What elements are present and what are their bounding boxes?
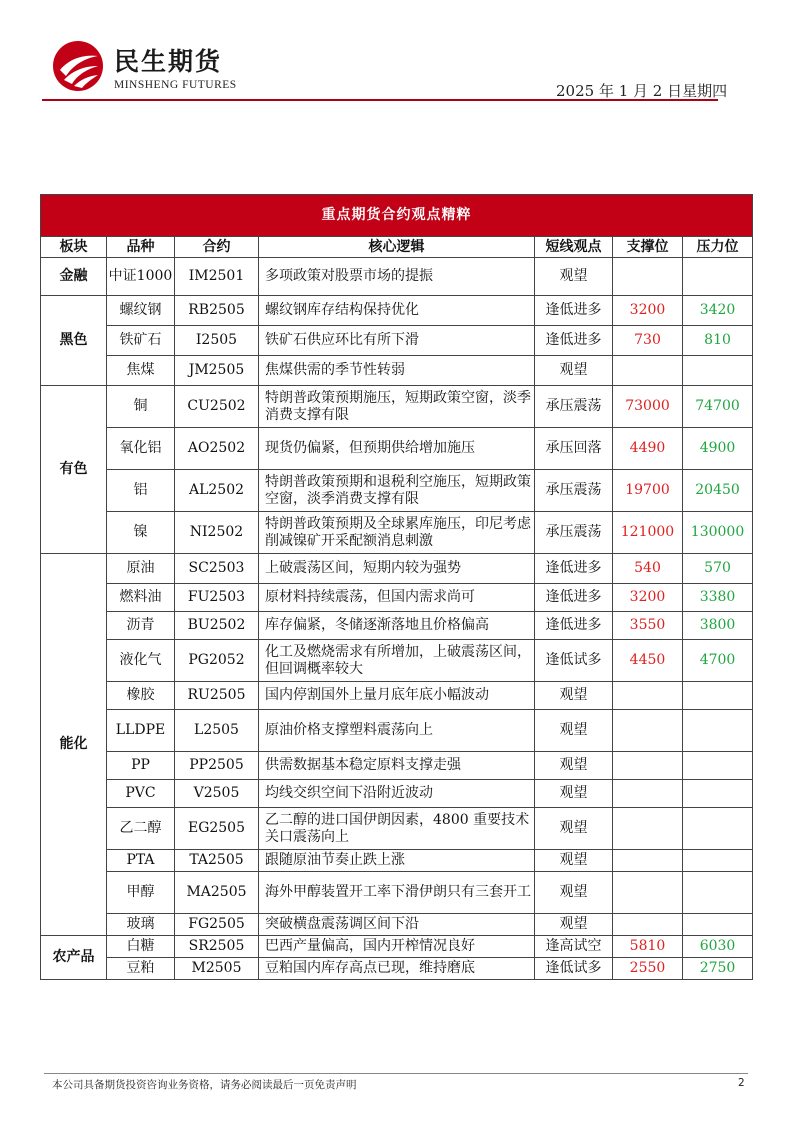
logic-cell: 化工及燃烧需求有所增加，上破震荡区间，但回调概率较大	[259, 640, 535, 682]
footer-disclaimer: 本公司具备期货投资咨询业务资格，请务必阅读最后一页免责声明	[52, 1079, 357, 1091]
logic-cell: 特朗普政策预期和退税利空施压，短期政策空窗，淡季消费支撑有限	[259, 470, 535, 512]
variety-cell: 镍	[107, 512, 175, 554]
view-cell: 逢低进多	[535, 612, 613, 640]
table-row	[41, 808, 753, 850]
pressure-cell: 3800	[683, 612, 753, 640]
support-cell: 730	[613, 326, 683, 356]
contract-cell: CU2502	[175, 386, 259, 428]
pressure-cell: 2750	[683, 958, 753, 980]
pressure-cell: 74700	[683, 386, 753, 428]
logic-cell: 突破横盘震荡调区间下沿	[259, 914, 535, 936]
table-row	[41, 386, 753, 428]
contract-cell: I2505	[175, 326, 259, 356]
header-view: 短线观点	[535, 237, 613, 258]
table-row	[41, 872, 753, 914]
pressure-cell: 570	[683, 554, 753, 584]
view-cell: 逢低试多	[535, 958, 613, 980]
contract-cell: PG2052	[175, 640, 259, 682]
logic-cell: 跟随原油节奏止跌上涨	[259, 850, 535, 872]
pressure-cell: 3420	[683, 296, 753, 326]
contract-cell: FG2505	[175, 914, 259, 936]
variety-cell: 铁矿石	[107, 326, 175, 356]
support-cell	[613, 872, 683, 914]
variety-cell: LLDPE	[107, 710, 175, 752]
view-cell: 逢低进多	[535, 554, 613, 584]
support-cell: 540	[613, 554, 683, 584]
pressure-cell	[683, 682, 753, 710]
view-cell: 逢高试空	[535, 936, 613, 958]
contract-cell: SR2505	[175, 936, 259, 958]
header-variety: 品种	[107, 237, 175, 258]
sector-cell: 农产品	[41, 936, 107, 980]
logic-cell: 豆粕国内库存高点已现，维持磨底	[259, 958, 535, 980]
view-cell: 承压震荡	[535, 386, 613, 428]
table-row	[41, 640, 753, 682]
view-cell: 承压回落	[535, 428, 613, 470]
logic-cell: 特朗普政策预期施压，短期政策空窗，淡季消费支撑有限	[259, 386, 535, 428]
pressure-cell: 6030	[683, 936, 753, 958]
view-cell: 观望	[535, 850, 613, 872]
view-cell: 逢低试多	[535, 640, 613, 682]
pressure-cell: 130000	[683, 512, 753, 554]
contract-cell: IM2501	[175, 258, 259, 296]
pressure-cell: 4900	[683, 428, 753, 470]
contract-cell: FU2503	[175, 584, 259, 612]
contract-cell: M2505	[175, 958, 259, 980]
brand-name-cn: 民生期货	[114, 47, 223, 76]
contract-cell: BU2502	[175, 612, 259, 640]
table-header-row	[41, 237, 753, 258]
sector-cell: 有色	[41, 386, 107, 554]
variety-cell: 甲醇	[107, 872, 175, 914]
support-cell: 2550	[613, 958, 683, 980]
table-body	[41, 258, 753, 980]
support-cell: 4450	[613, 640, 683, 682]
pressure-cell	[683, 356, 753, 386]
logic-cell: 铁矿石供应环比有所下滑	[259, 326, 535, 356]
pressure-cell	[683, 808, 753, 850]
contract-cell: AL2502	[175, 470, 259, 512]
variety-cell: 焦煤	[107, 356, 175, 386]
logic-cell: 均线交织空间下沿附近波动	[259, 780, 535, 808]
view-cell: 承压震荡	[535, 512, 613, 554]
support-cell: 73000	[613, 386, 683, 428]
sector-cell: 能化	[41, 554, 107, 936]
view-cell: 逢低进多	[535, 326, 613, 356]
variety-cell: 豆粕	[107, 958, 175, 980]
support-cell: 3200	[613, 584, 683, 612]
view-cell: 承压震荡	[535, 470, 613, 512]
variety-cell: 原油	[107, 554, 175, 584]
variety-cell: 沥青	[107, 612, 175, 640]
logic-cell: 海外甲醇装置开工率下滑伊朗只有三套开工	[259, 872, 535, 914]
pressure-cell: 3380	[683, 584, 753, 612]
logic-cell: 乙二醇的进口国伊朗因素，4800 重要技术关口震荡向上	[259, 808, 535, 850]
table-row	[41, 710, 753, 752]
variety-cell: 白糖	[107, 936, 175, 958]
variety-cell: 中证1000	[107, 258, 175, 296]
header-divider	[42, 99, 718, 101]
pressure-cell: 4700	[683, 640, 753, 682]
table-row	[41, 914, 753, 936]
table-row	[41, 296, 753, 326]
sector-cell: 黑色	[41, 296, 107, 386]
variety-cell: 液化气	[107, 640, 175, 682]
contract-cell: RU2505	[175, 682, 259, 710]
view-cell: 观望	[535, 872, 613, 914]
variety-cell: 橡胶	[107, 682, 175, 710]
header-sector: 板块	[41, 237, 107, 258]
table-row	[41, 682, 753, 710]
support-cell	[613, 850, 683, 872]
variety-cell: 乙二醇	[107, 808, 175, 850]
logic-cell: 巴西产量偏高，国内开榨情况良好	[259, 936, 535, 958]
table-row	[41, 470, 753, 512]
logic-cell: 焦煤供需的季节性转弱	[259, 356, 535, 386]
contract-cell: MA2505	[175, 872, 259, 914]
logic-cell: 国内停割国外上量月底年底小幅波动	[259, 682, 535, 710]
table-row	[41, 752, 753, 780]
table-row	[41, 850, 753, 872]
pressure-cell: 810	[683, 326, 753, 356]
view-cell: 观望	[535, 710, 613, 752]
support-cell	[613, 914, 683, 936]
futures-views-table	[40, 194, 753, 980]
support-cell: 121000	[613, 512, 683, 554]
view-cell: 观望	[535, 780, 613, 808]
logic-cell: 特朗普政策预期及全球累库施压，印尼考虑削减镍矿开采配额消息刺激	[259, 512, 535, 554]
variety-cell: PTA	[107, 850, 175, 872]
view-cell: 观望	[535, 356, 613, 386]
pressure-cell: 20450	[683, 470, 753, 512]
logic-cell: 原油价格支撑塑料震荡向上	[259, 710, 535, 752]
footer-divider	[44, 1073, 748, 1074]
pressure-cell	[683, 780, 753, 808]
variety-cell: PVC	[107, 780, 175, 808]
table-row	[41, 612, 753, 640]
table-title: 重点期货合约观点精粹	[41, 195, 753, 237]
table-row	[41, 780, 753, 808]
support-cell: 4490	[613, 428, 683, 470]
support-cell	[613, 682, 683, 710]
page-number: 2	[738, 1077, 745, 1089]
pressure-cell	[683, 752, 753, 780]
logic-cell: 上破震荡区间，短期内较为强势	[259, 554, 535, 584]
header-logic: 核心逻辑	[259, 237, 535, 258]
support-cell	[613, 710, 683, 752]
pressure-cell	[683, 258, 753, 296]
table-row	[41, 936, 753, 958]
table-row	[41, 958, 753, 980]
table-row	[41, 356, 753, 386]
logic-cell: 供需数据基本稳定原料支撑走强	[259, 752, 535, 780]
table-row	[41, 584, 753, 612]
contract-cell: EG2505	[175, 808, 259, 850]
pressure-cell	[683, 850, 753, 872]
logic-cell: 螺纹钢库存结构保持优化	[259, 296, 535, 326]
contract-cell: NI2502	[175, 512, 259, 554]
support-cell	[613, 808, 683, 850]
contract-cell: L2505	[175, 710, 259, 752]
view-cell: 观望	[535, 914, 613, 936]
variety-cell: 氧化铝	[107, 428, 175, 470]
variety-cell: PP	[107, 752, 175, 780]
variety-cell: 铜	[107, 386, 175, 428]
contract-cell: JM2505	[175, 356, 259, 386]
support-cell: 3200	[613, 296, 683, 326]
variety-cell: 燃料油	[107, 584, 175, 612]
support-cell: 5810	[613, 936, 683, 958]
report-date: 2025 年 1 月 2 日星期四	[556, 82, 728, 100]
support-cell	[613, 752, 683, 780]
variety-cell: 铝	[107, 470, 175, 512]
table-row	[41, 258, 753, 296]
contract-cell: TA2505	[175, 850, 259, 872]
header-contract: 合约	[175, 237, 259, 258]
pressure-cell	[683, 914, 753, 936]
contract-cell: V2505	[175, 780, 259, 808]
brand-name-en: MINSHENG FUTURES	[114, 79, 237, 91]
variety-cell: 螺纹钢	[107, 296, 175, 326]
contract-cell: AO2502	[175, 428, 259, 470]
logic-cell: 库存偏紧，冬储逐渐落地且价格偏高	[259, 612, 535, 640]
view-cell: 逢低进多	[535, 296, 613, 326]
contract-cell: RB2505	[175, 296, 259, 326]
table-row	[41, 428, 753, 470]
pressure-cell	[683, 710, 753, 752]
pressure-cell	[683, 872, 753, 914]
view-cell: 观望	[535, 258, 613, 296]
contract-cell: SC2503	[175, 554, 259, 584]
logic-cell: 现货仍偏紧，但预期供给增加施压	[259, 428, 535, 470]
view-cell: 观望	[535, 808, 613, 850]
variety-cell: 玻璃	[107, 914, 175, 936]
view-cell: 观望	[535, 752, 613, 780]
header-support: 支撑位	[613, 237, 683, 258]
header-pressure: 压力位	[683, 237, 753, 258]
minsheng-logo-icon	[52, 40, 104, 92]
view-cell: 逢低进多	[535, 584, 613, 612]
support-cell: 19700	[613, 470, 683, 512]
table-row	[41, 512, 753, 554]
support-cell	[613, 780, 683, 808]
table-row	[41, 326, 753, 356]
support-cell: 3550	[613, 612, 683, 640]
support-cell	[613, 258, 683, 296]
logic-cell: 原材料持续震荡，但国内需求尚可	[259, 584, 535, 612]
contract-cell: PP2505	[175, 752, 259, 780]
support-cell	[613, 356, 683, 386]
logic-cell: 多项政策对股票市场的提振	[259, 258, 535, 296]
table-row	[41, 554, 753, 584]
view-cell: 观望	[535, 682, 613, 710]
sector-cell: 金融	[41, 258, 107, 296]
